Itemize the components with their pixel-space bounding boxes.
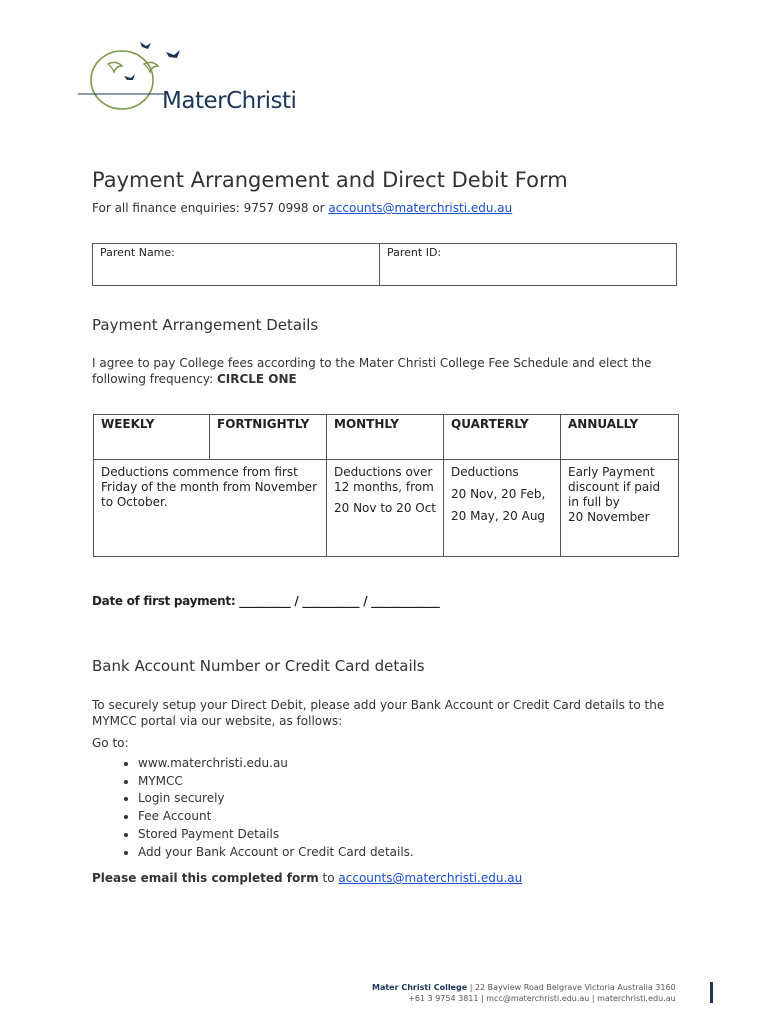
parent-id-field[interactable]	[380, 244, 677, 286]
first-payment-date-field[interactable]: Date of first payment: _________ / __________ / ____________	[92, 594, 440, 608]
footer-separator: |	[481, 994, 487, 1003]
footer-accent-bar	[710, 982, 713, 1003]
option-annually[interactable]: ANNUALLY	[561, 415, 679, 460]
portal-steps-list	[92, 755, 414, 861]
option-weekly[interactable]: WEEKLY	[94, 415, 210, 460]
email-instruction	[92, 871, 522, 885]
submit-email-link[interactable]: accounts@materchristi.edu.au	[338, 871, 523, 885]
footer-phone: +61 3 9754 3811	[408, 994, 479, 1003]
quarterly-line2: 20 Nov, 20 Feb,	[451, 487, 546, 501]
circle-one-instruction: CIRCLE ONE	[216, 372, 297, 386]
list-item: • Fee Account	[138, 808, 414, 826]
monthly-line1: Deductions over 12 months, from	[334, 465, 434, 494]
option-monthly[interactable]: MONTHLY	[327, 415, 444, 460]
footer-line2	[372, 993, 676, 1004]
intro-text: I agree to pay College fees according to the Mater Christi College Fee Schedule and elect the following frequency:	[92, 356, 652, 386]
monthly-description	[327, 460, 444, 557]
email-instruction-bold: Please email this completed form	[92, 871, 319, 885]
enquiry-text: For all finance enquiries: 9757 0998 or	[92, 201, 329, 215]
parent-name-field[interactable]	[93, 244, 380, 286]
monthly-line2: 20 Nov to 20 Oct	[334, 501, 437, 515]
email-instruction-to: to	[318, 871, 339, 885]
parent-details-table	[92, 243, 677, 286]
finance-enquiry-line	[92, 201, 512, 215]
footer-website: materchristi.edu.au	[597, 994, 676, 1003]
payment-arrangement-intro	[92, 355, 682, 387]
footer	[372, 982, 676, 1004]
quarterly-line1: Deductions	[451, 465, 519, 479]
quarterly-line3: 20 May, 20 Aug	[451, 509, 546, 523]
footer-address: 22 Bayview Road Belgrave Victoria Australia 3160	[474, 983, 676, 992]
list-item: • Stored Payment Details	[138, 826, 414, 844]
option-quarterly[interactable]: QUARTERLY	[444, 415, 561, 460]
annually-line2: 20 November	[568, 510, 650, 524]
footer-separator: |	[591, 994, 598, 1003]
payment-arrangement-heading: Payment Arrangement Details	[92, 316, 319, 334]
bank-details-heading: Bank Account Number or Credit Card details	[92, 657, 425, 675]
page-title: Payment Arrangement and Direct Debit Form	[92, 168, 568, 192]
parent-id-label: Parent ID:	[387, 246, 442, 259]
footer-email: mcc@materchristi.edu.au	[486, 994, 590, 1003]
weekly-fortnightly-description: Deductions commence from first Friday of the month from November to October.	[94, 460, 327, 557]
accounts-email-link[interactable]: accounts@materchristi.edu.au	[328, 201, 513, 215]
option-fortnightly[interactable]: FORTNIGHTLY	[210, 415, 327, 460]
goto-label: Go to:	[92, 736, 129, 750]
bank-details-intro: To securely setup your Direct Debit, please add your Bank Account or Credit Card details to the MYMCC portal via our website, as follows:	[92, 698, 665, 728]
list-item: • Add your Bank Account or Credit Card details.	[138, 844, 414, 862]
logo-wordmark: MaterChristi	[162, 88, 297, 114]
frequency-table	[93, 414, 679, 557]
list-item: • MYMCC	[138, 773, 414, 791]
annually-description	[561, 460, 679, 557]
list-item: • Login securely	[138, 790, 414, 808]
annually-line1: Early Payment discount if paid in full by	[568, 465, 661, 509]
footer-separator: |	[469, 983, 475, 992]
list-item: • www.materchristi.edu.au	[138, 755, 414, 773]
quarterly-description	[444, 460, 561, 557]
footer-college: Mater Christi College	[372, 983, 468, 992]
parent-name-label: Parent Name:	[100, 246, 175, 259]
footer-line1	[372, 982, 676, 993]
